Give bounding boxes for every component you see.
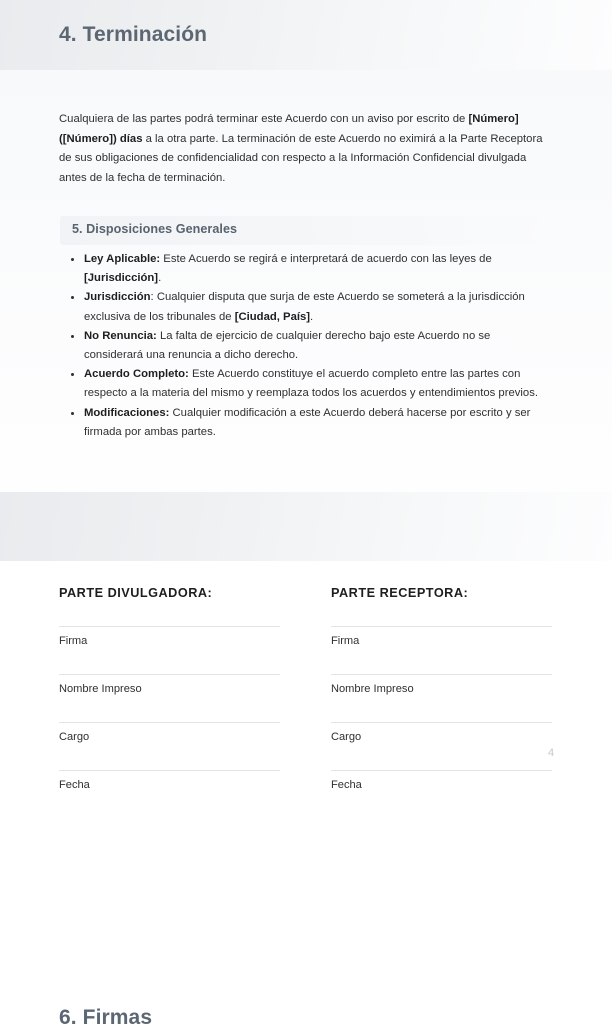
signature-field-label: Fecha bbox=[331, 779, 362, 791]
termination-paragraph-placeholder: [Número] ([Número]) días bbox=[59, 113, 519, 145]
termination-paragraph bbox=[59, 110, 545, 188]
signature-field-disclosing[interactable] bbox=[59, 674, 280, 696]
provision-text: Este Acuerdo constituye el acuerdo completo entre las partes con respecto a la materia del mismo y reemplaza todos los acuerdos y entendimientos previos. bbox=[84, 368, 538, 400]
provision-text: La falta de ejercicio de cualquier derecho bajo este Acuerdo no se considerará una renuncia a dicho derecho. bbox=[84, 329, 491, 362]
signature-rule bbox=[331, 626, 552, 627]
provision-item bbox=[59, 288, 545, 326]
provision-text: Cualquier modificación a este Acuerdo deberá hacerse por escrito y ser firmada por ambas partes. bbox=[84, 406, 531, 438]
signature-rule bbox=[59, 674, 280, 675]
signature-field-receiving[interactable] bbox=[331, 674, 552, 696]
provision-placeholder: [Ciudad, País] bbox=[234, 310, 311, 323]
signature-field-label: Nombre Impreso bbox=[59, 683, 142, 695]
section-title-signatures: 6. Firmas bbox=[59, 1006, 153, 1029]
signature-rule bbox=[331, 674, 552, 675]
signature-column-receiving-party bbox=[331, 586, 555, 792]
provision-text-tail: . bbox=[310, 310, 314, 323]
provision-item bbox=[59, 250, 545, 288]
subsection-title-general-provisions: 5. Disposiciones Generales bbox=[72, 222, 238, 236]
provision-term: No Renuncia: bbox=[84, 329, 157, 342]
signature-field-disclosing[interactable] bbox=[59, 626, 280, 648]
signature-rule bbox=[59, 770, 280, 771]
signature-field-label: Firma bbox=[59, 635, 88, 647]
subsection-header-general-provisions bbox=[60, 216, 555, 245]
termination-paragraph-part-2: a la otra parte. La terminación de este Acuerdo no eximirá a la Parte Receptora de sus obligaciones de confidencialidad con respecto a la Información Confidencial divulgada antes de la fecha de terminación. bbox=[59, 132, 543, 184]
provision-text: : Cualquier disputa que surja de este Acuerdo se someterá a la jurisdicción exclusiva de los tribunales de bbox=[84, 291, 525, 323]
signature-field-receiving[interactable] bbox=[331, 770, 552, 792]
signature-field-label: Cargo bbox=[331, 731, 362, 743]
party-label-disclosing: PARTE DIVULGADORA: bbox=[59, 586, 213, 600]
signature-field-label: Fecha bbox=[59, 779, 90, 791]
signature-rule bbox=[59, 626, 280, 627]
general-provisions-list bbox=[59, 250, 545, 442]
signature-field-receiving[interactable] bbox=[331, 722, 552, 744]
signature-field-label: Firma bbox=[331, 635, 360, 647]
signature-field-label: Cargo bbox=[59, 731, 90, 743]
section-title-termination: 4. Terminación bbox=[59, 23, 208, 46]
section-header-termination bbox=[0, 0, 612, 70]
provision-term: Acuerdo Completo: bbox=[84, 368, 189, 381]
provision-term: Ley Aplicable: bbox=[84, 253, 161, 265]
signature-field-receiving[interactable] bbox=[331, 626, 552, 648]
page-number: 4 bbox=[548, 747, 555, 759]
provision-term: Jurisdicción bbox=[84, 291, 151, 304]
provision-item bbox=[59, 365, 545, 403]
signature-rule bbox=[331, 722, 552, 723]
signature-rule bbox=[59, 722, 280, 723]
termination-paragraph-part-1: Cualquiera de las partes podrá terminar este Acuerdo con un aviso por escrito de bbox=[59, 113, 469, 126]
provision-text: Este Acuerdo se regirá e interpretará de acuerdo con las leyes de bbox=[160, 253, 492, 265]
signature-field-disclosing[interactable] bbox=[59, 722, 280, 744]
signature-column-disclosing-party bbox=[59, 586, 280, 792]
signature-field-disclosing[interactable] bbox=[59, 770, 280, 792]
provision-placeholder: [Jurisdicción] bbox=[84, 272, 159, 285]
provision-item bbox=[59, 404, 545, 442]
signature-field-label: Nombre Impreso bbox=[331, 683, 414, 695]
provision-text-tail: . bbox=[158, 272, 162, 285]
provision-item bbox=[59, 327, 545, 365]
provision-term: Modificaciones: bbox=[84, 406, 170, 419]
party-label-receiving: PARTE RECEPTORA: bbox=[331, 586, 469, 600]
signature-fields-disclosing bbox=[59, 626, 280, 792]
signature-rule bbox=[331, 770, 552, 771]
signature-fields-receiving bbox=[331, 626, 555, 792]
